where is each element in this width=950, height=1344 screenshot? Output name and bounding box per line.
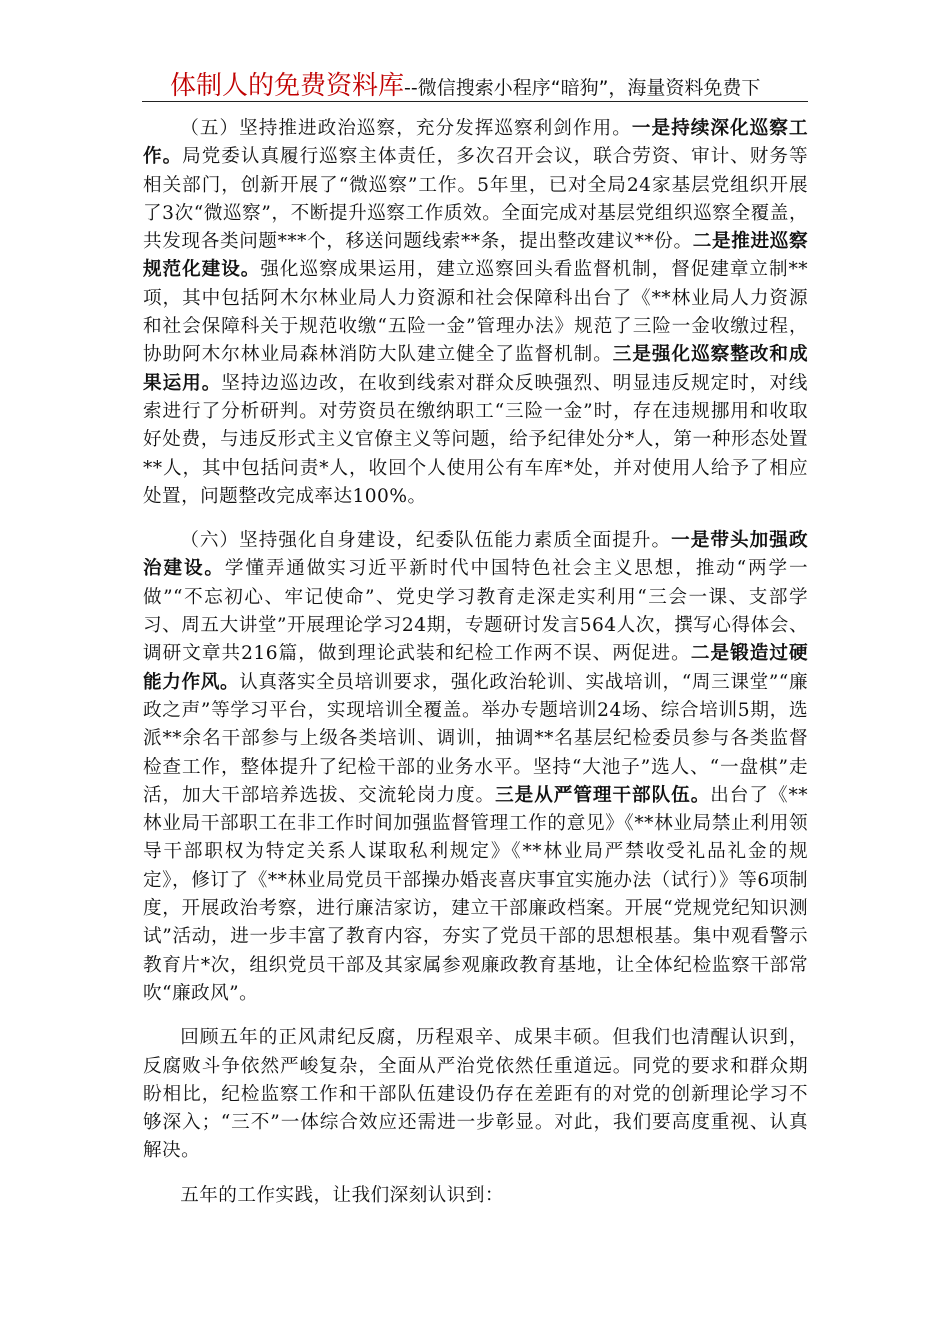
bold-heading: 三是从严管理干部队伍。 bbox=[495, 784, 711, 806]
bold-heading: 三是强化巡察整改和成果运用。 bbox=[143, 344, 808, 394]
header-divider bbox=[142, 101, 808, 102]
text-segment: 认真落实全员培训要求，强化政治轮训、实战培训，“周三课堂”“廉政之声”等学习平台，实现培训全覆盖。举办专题培训24场、综合培训5期，选派**余名干部参与上级各类培训、调训，抽调**名基层纪检委员参与各类监督检查工作，整体提升了纪检干部的业务水平。坚持“大池子”选人、“一盘棋”走活，加大干部培养选拔、交流轮岗力度。 bbox=[143, 671, 808, 806]
text-segment: 局党委认真履行巡察主体责任，多次召开会议，联合劳资、审计、财务等相关部门，创新开展了“微巡察”工作。5年里，已对全局24家基层党组织开展了3次“微巡察”，不断提升巡察工作质效。全面完成对基层党组织巡察全覆盖，共发现各类问题***个，移送问题线索**条，提出整改建议**份。 bbox=[143, 146, 808, 253]
text-segment: 强化巡察成果运用，建立巡察回头看监督机制，督促建章立制**项，其中包括阿木尔林业局人力资源和社会保障科出台了《**林业局人力资源和社会保障科关于规范收缴“五险一金”管理办法》规范了三险一金收缴过程，协助阿木尔林业局森林消防大队建立健全了监督机制。 bbox=[143, 259, 808, 366]
bold-heading: 一是持续深化巡察工作。 bbox=[143, 118, 808, 168]
text-segment: 五年的工作实践，让我们深刻认识到： bbox=[180, 1184, 504, 1206]
header-brand: 体制人的免费资料库 bbox=[170, 71, 405, 101]
text-segment: 回顾五年的正风肃纪反腐，历程艰辛、成果丰硕。但我们也清醒认识到，反腐败斗争依然严峻复杂，全面从严治党依然任重道远。同党的要求和群众期盼相比，纪检监察工作和干部队伍建设仍存在差距有的对党的创新理论学习不够深入；“三不”一体综合效应还需进一步彰显。对此，我们要高度重视、认真解决。 bbox=[143, 1027, 808, 1162]
header-tagline: --微信搜索小程序“暗狗”，海量资料免费下 bbox=[404, 77, 761, 99]
bold-heading: 一是带头加强政治建设。 bbox=[143, 530, 808, 580]
paragraph-practice bbox=[143, 1182, 808, 1210]
text-segment: （六）坚持强化自身建设，纪委队伍能力素质全面提升。 bbox=[180, 530, 672, 552]
paragraph-review bbox=[143, 1024, 808, 1165]
text-segment: 出台了《**林业局干部职工在非工作时间加强监督管理工作的意见》《**林业局禁止利用领导干部职权为特定关系人谋取私利规定》《**林业局严禁收受礼品礼金的规定》，修订了《**林业局党员干部操办婚丧喜庆事宜实施办法（试行）》等6项制度，开展政治考察，进行廉洁家访，建立干部廉政档案。开展“党规党纪知识测试”活动，进一步丰富了教育内容，夯实了党员干部的思想根基。集中观看警示教育片*次，组织党员干部及其家属参观廉政教育基地，让全体纪检监察干部常吹“廉政风”。 bbox=[143, 784, 809, 1004]
bold-heading: 二是推进巡察规范化建设。 bbox=[143, 231, 808, 281]
paragraph-6-self-building bbox=[143, 527, 808, 1008]
document-body bbox=[143, 115, 808, 1226]
page-header bbox=[170, 68, 790, 108]
text-segment: 学懂弄通做实习近平新时代中国特色社会主义思想，推动“两学一做”“不忘初心、牢记使命”、党史学习教育走深走实利用“三会一课、支部学习、周五大讲堂”开展理论学习24期，专题研讨发言564人次，撰写心得体会、调研文章共216篇，做到理论武装和纪检工作两不误、两促进。 bbox=[143, 558, 808, 665]
bold-heading: 二是锻造过硬能力作风。 bbox=[143, 643, 809, 693]
text-segment: 坚持边巡边改，在收到线索对群众反映强烈、明显违反规定时，对线索进行了分析研判。对劳资员在缴纳职工“三险一金”时，存在违规挪用和收取好处费，与违反形式主义官僚主义等问题，给予纪律处分*人，第一种形态处置**人，其中包括问责*人，收回个人使用公有车库*处，并对使用人给予了相应处置，问题整改完成率达100%。 bbox=[143, 372, 808, 507]
text-segment: （五）坚持推进政治巡察，充分发挥巡察利剑作用。 bbox=[180, 118, 632, 139]
paragraph-5-inspection bbox=[143, 115, 808, 511]
